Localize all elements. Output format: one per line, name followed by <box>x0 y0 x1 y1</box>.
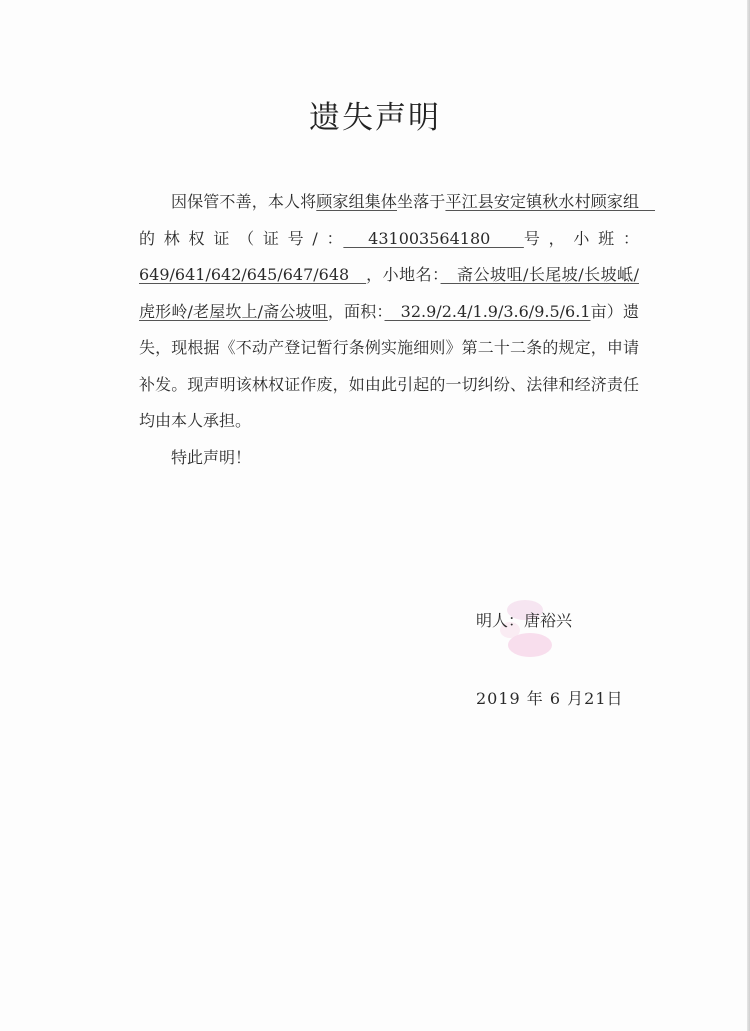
text-segment: ，小地名： <box>366 265 441 284</box>
text-segment: 亩）遗失，现根据《不动产登记暂行条例实施细则》第二十二条的规定，申请补发。现声明该林权证作废，如由此引起的一切纠纷、法律和经济责任均由本人承担。 <box>139 301 639 430</box>
owner-field: 顾家组集体 <box>316 192 397 211</box>
text-segment: 坐落于 <box>397 192 446 211</box>
closing-line: 特此声明！ <box>171 447 252 467</box>
text-segment: 号，小班： <box>523 228 639 248</box>
location-field: 平江县安定镇秋水村顾家组 <box>445 192 656 211</box>
document-body <box>139 184 656 476</box>
signer-line: 明人：唐裕兴 <box>476 611 573 630</box>
subcompartment-field: 649/641/642/645/647/648 <box>139 265 367 284</box>
text-segment: 的林权证（证号/： <box>139 228 344 248</box>
text-segment: 因保管不善，本人将 <box>171 192 317 211</box>
text-segment: ，面积： <box>327 301 385 321</box>
area-field: 32.9/2.4/1.9/3.6/9.5/6.1 <box>384 301 591 321</box>
certificate-number-field: 431003564180 <box>343 228 524 248</box>
document-title: 遗失声明 <box>309 100 441 136</box>
statement-paragraph <box>139 184 656 440</box>
date-line: 2019 年 6 月21日 <box>476 689 624 708</box>
place-name-field: 斋公坡咀/长尾坡/长坡岻/虎形岭/老屋坎上/斋公坡咀 <box>139 265 639 321</box>
